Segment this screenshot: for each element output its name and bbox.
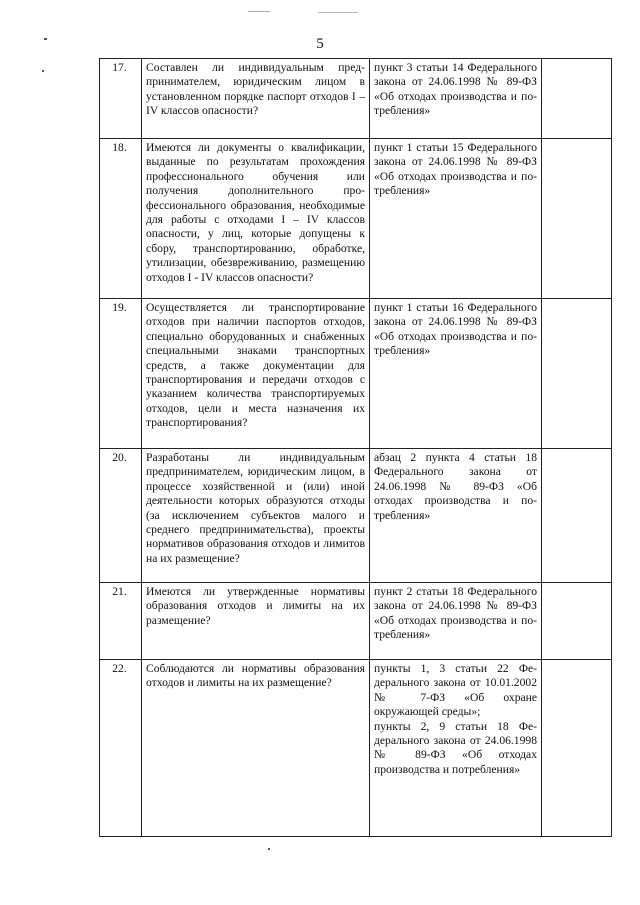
question-cell: Составлен ли индивидуальным предпринимателем, юридическим лицом в установленном порядке паспорт отходов I – IV классов опасности? (142, 59, 370, 139)
row-number: 20. (100, 449, 142, 583)
table-row (100, 299, 612, 449)
legal-reference: пункты 2, 9 статьи 18 Федерального закона от 24.06.1998 № 89-ФЗ «Об отходах производства и потребления» (374, 719, 537, 776)
question-cell: Имеются ли документы о квалификации, выданные по результатам прохождения профессионального обучения или получения дополнительного профессионального образования, необходимые для работы с отходами I – IV классов опасности, у лиц, которые допущены к сбору, транспортированию, обработке, утилизации, обезвреживанию, размещению отходов I - IV классов опасности? (142, 139, 370, 299)
row-number: 19. (100, 299, 142, 449)
table-row (100, 59, 612, 139)
row-number: 18. (100, 139, 142, 299)
answer-cell (542, 583, 612, 660)
answer-cell (542, 299, 612, 449)
question-cell: Соблюдаются ли нормативы образования отходов и лимиты на их размещение? (142, 660, 370, 837)
scan-mark (318, 12, 358, 13)
table-row (100, 139, 612, 299)
legal-reference-cell (370, 59, 542, 139)
checklist-table (99, 58, 612, 837)
legal-reference-cell (370, 449, 542, 583)
answer-cell (542, 59, 612, 139)
answer-cell (542, 139, 612, 299)
scan-mark (248, 11, 270, 12)
row-number: 17. (100, 59, 142, 139)
answer-cell (542, 660, 612, 837)
question-cell: Осуществляется ли транспортирование отходов при наличии паспортов отходов, специально оборудованных и снабженных специальными знаками транспортных средств, а также документации для транспортирования и передачи отходов с указанием количества транспортируемых отходов, цели и места назначения их транспортирования? (142, 299, 370, 449)
row-number: 21. (100, 583, 142, 660)
legal-reference: абзац 2 пункта 4 статьи 18 Федерального закона от 24.06.1998 № 89-ФЗ «Об отходах производства и потребления» (374, 451, 537, 522)
question-cell: Разработаны ли индивидуальным предпринимателем, юридическим лицом, в процессе хозяйственной и (или) иной деятельности которых образуются отходы (за исключением субъектов малого и среднего предпринимательства), проекты нормативов образования отходов и лимитов на их размещение? (142, 449, 370, 583)
legal-reference: пункт 1 статьи 16 Федерального закона от 24.06.1998 № 89-ФЗ «Об отходах производства и потребления» (374, 301, 537, 358)
legal-reference: пункт 3 статьи 14 Федерального закона от 24.06.1998 № 89-ФЗ «Об отходах производства и потребления» (374, 61, 537, 118)
question-cell: Имеются ли утвержденные нормативы образования отходов и лимиты на их размещение? (142, 583, 370, 660)
table-row (100, 449, 612, 583)
legal-reference: пункт 2 статьи 18 Федерального закона от 24.06.1998 № 89-ФЗ «Об отходах производства и потребления» (374, 585, 537, 642)
legal-reference-cell (370, 583, 542, 660)
legal-reference-cell (370, 299, 542, 449)
page-number: 5 (316, 36, 324, 52)
legal-reference: пункты 1, 3 статьи 22 Федерального закона от 10.01.2002 № 7-ФЗ «Об охране окружающей среды»; (374, 662, 537, 719)
row-number: 22. (100, 660, 142, 837)
scan-mark (268, 848, 270, 850)
table-row (100, 583, 612, 660)
scan-mark (42, 70, 44, 72)
answer-cell (542, 449, 612, 583)
table-row (100, 660, 612, 837)
scan-mark (44, 38, 47, 40)
legal-reference: пункт 1 статьи 15 Федерального закона от 24.06.1998 № 89-ФЗ «Об отходах производства и потребления» (374, 141, 537, 198)
legal-reference-cell (370, 139, 542, 299)
legal-reference-cell (370, 660, 542, 837)
